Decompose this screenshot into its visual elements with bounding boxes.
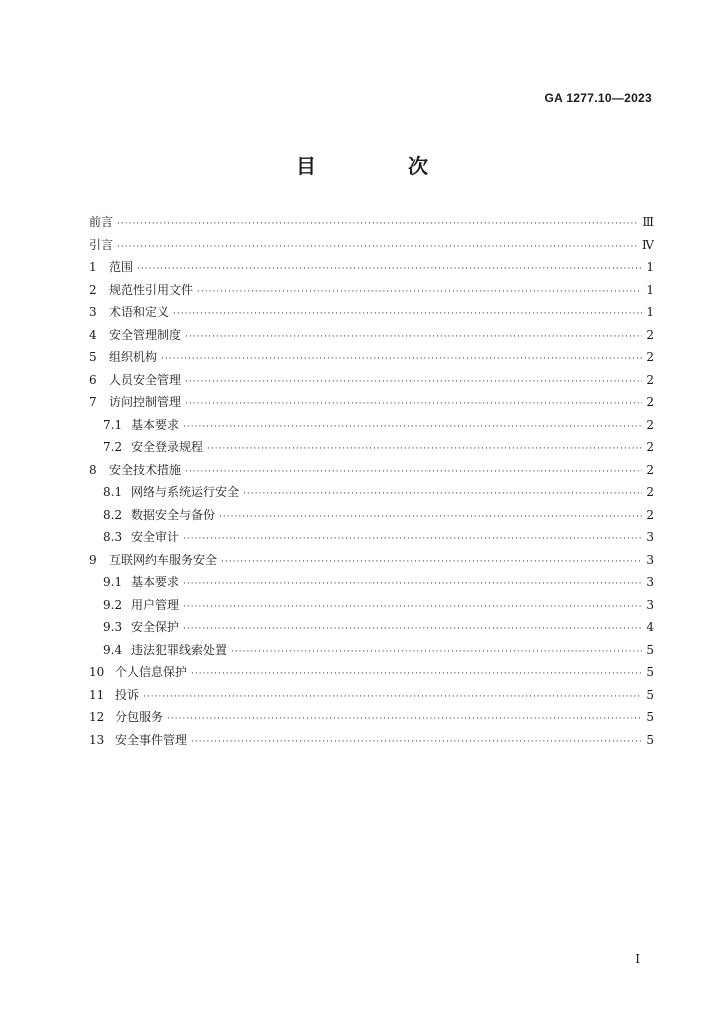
- toc-entry-number: 12: [89, 710, 105, 724]
- toc-entry-page: 2: [646, 327, 654, 342]
- toc-entry[interactable]: [89, 506, 654, 529]
- toc-entry-label: 基本要求: [131, 417, 180, 432]
- toc-entry-label: 组织机构: [109, 350, 158, 364]
- toc-entry[interactable]: [89, 686, 654, 709]
- toc-entry-label: 违法犯罪线索处置: [131, 642, 228, 657]
- toc-entry-label: 安全管理制度: [109, 327, 182, 342]
- toc-entry-label: 安全保护: [131, 620, 180, 634]
- toc-leader-dots: [185, 467, 642, 477]
- toc-entry-number: 10: [89, 665, 105, 679]
- toc-entry-page: 3: [646, 575, 654, 589]
- standard-id: GA 1277.10—2023: [544, 91, 652, 105]
- toc-entry[interactable]: [89, 326, 654, 349]
- toc-entry[interactable]: [89, 416, 654, 439]
- toc-leader-dots: [185, 399, 642, 409]
- toc-entry-page: 5: [646, 665, 654, 679]
- toc-entry-label: 网络与系统运行安全: [131, 485, 240, 499]
- toc-leader-dots: [173, 309, 642, 319]
- toc-entry-number: 7.2: [103, 440, 123, 454]
- toc-entry-number: 13: [89, 732, 105, 747]
- toc-entry-page: 2: [646, 417, 654, 432]
- toc-entry-number: 4: [89, 327, 97, 342]
- toc-entry-label: 数据安全与备份: [131, 507, 216, 522]
- toc-entry-number: 3: [89, 305, 97, 319]
- toc-entry-label: 分包服务: [115, 710, 164, 724]
- toc-entry-page: Ⅳ: [642, 237, 654, 252]
- toc-leader-dots: [183, 422, 642, 432]
- toc-entry-label: 投诉: [115, 687, 140, 702]
- toc-entry-label: 人员安全管理: [109, 372, 182, 387]
- toc-entry-number: 9.3: [103, 620, 123, 634]
- toc-leader-dots: [183, 624, 642, 634]
- toc-entry-number: 7: [89, 395, 97, 409]
- toc-entry[interactable]: [89, 551, 654, 574]
- toc-entry-number: 8.1: [103, 485, 123, 499]
- toc-leader-dots: [219, 512, 642, 522]
- toc-entry[interactable]: [89, 708, 654, 731]
- toc-entry[interactable]: [89, 663, 654, 686]
- toc-leader-dots: [191, 737, 642, 747]
- toc-entry-label: 术语和定义: [109, 305, 170, 319]
- toc-entry-number: 9.4: [103, 642, 123, 657]
- toc-leader-dots: [183, 602, 642, 612]
- toc-leader-dots: [231, 647, 642, 657]
- toc-entry-page: 2: [646, 485, 654, 499]
- toc-entry-number: 1: [89, 260, 97, 274]
- toc-entry-label: 访问控制管理: [109, 395, 182, 409]
- toc-entry[interactable]: [89, 483, 654, 506]
- toc-entry-number: 6: [89, 372, 97, 387]
- toc-entry[interactable]: [89, 641, 654, 664]
- toc-entry[interactable]: [89, 393, 654, 416]
- toc-entry-number: 9.1: [103, 575, 123, 589]
- toc-entry-page: 3: [646, 597, 654, 612]
- toc-entry-page: 2: [646, 395, 654, 409]
- toc-entry-page: 2: [646, 372, 654, 387]
- toc-leader-dots: [191, 669, 642, 679]
- toc-entry-number: 9: [89, 552, 97, 567]
- toc-leader-dots: [197, 287, 642, 297]
- toc-entry-label: 安全技术措施: [109, 462, 182, 477]
- toc-leader-dots: [161, 354, 642, 364]
- toc-leader-dots: [117, 242, 638, 252]
- page-title: 目 次: [296, 154, 464, 178]
- toc-entry[interactable]: [89, 371, 654, 394]
- toc-entry[interactable]: [89, 258, 654, 281]
- toc-entry-page: 2: [646, 440, 654, 454]
- toc-entry-label: 用户管理: [131, 597, 180, 612]
- toc-leader-dots: [185, 332, 642, 342]
- toc-entry[interactable]: [89, 461, 654, 484]
- toc-entry-number: 8.3: [103, 530, 123, 544]
- toc-entry-label: 引言: [89, 237, 114, 252]
- toc-entry-page: 1: [646, 282, 654, 297]
- toc-leader-dots: [207, 444, 642, 454]
- toc-entry[interactable]: [89, 528, 654, 551]
- toc-entry-number: 8: [89, 462, 97, 477]
- toc-leader-dots: [117, 219, 638, 229]
- toc-entry[interactable]: [89, 731, 654, 754]
- toc-leader-dots: [185, 377, 642, 387]
- toc-entry-label: 安全登录规程: [131, 440, 204, 454]
- toc-entry[interactable]: [89, 303, 654, 326]
- toc-entry-page: 2: [646, 350, 654, 364]
- toc-entry-page: 1: [646, 305, 654, 319]
- toc-entry-page: 5: [646, 687, 654, 702]
- toc-entry-label: 规范性引用文件: [109, 282, 194, 297]
- toc-entry-number: 2: [89, 282, 97, 297]
- toc-entry[interactable]: [89, 573, 654, 596]
- toc-entry-number: 11: [89, 687, 105, 702]
- toc-entry-label: 前言: [89, 215, 114, 229]
- toc-entry-label: 范围: [109, 260, 134, 274]
- toc-entry[interactable]: [89, 281, 654, 304]
- toc-entry-number: 8.2: [103, 507, 123, 522]
- toc-entry-label: 安全审计: [131, 530, 180, 544]
- toc-entry[interactable]: [89, 348, 654, 371]
- toc-entry-page: 3: [646, 552, 654, 567]
- table-of-contents: [89, 213, 654, 753]
- toc-entry-number: 5: [89, 350, 97, 364]
- toc-entry[interactable]: [89, 213, 654, 236]
- toc-entry[interactable]: [89, 236, 654, 259]
- toc-entry-number: 7.1: [103, 417, 123, 432]
- page-number: I: [635, 952, 640, 966]
- toc-entry-page: 5: [646, 732, 654, 747]
- toc-leader-dots: [221, 557, 642, 567]
- toc-entry[interactable]: [89, 618, 654, 641]
- toc-entry-page: Ⅲ: [642, 215, 654, 229]
- toc-entry-page: 3: [646, 530, 654, 544]
- toc-entry-label: 个人信息保护: [115, 665, 188, 679]
- toc-leader-dots: [183, 534, 642, 544]
- toc-entry-page: 5: [646, 710, 654, 724]
- toc-leader-dots: [143, 692, 642, 702]
- toc-entry-label: 互联网约车服务安全: [109, 552, 218, 567]
- toc-entry-label: 安全事件管理: [115, 732, 188, 747]
- toc-entry-page: 2: [646, 462, 654, 477]
- toc-leader-dots: [243, 489, 642, 499]
- toc-entry-number: 9.2: [103, 597, 123, 612]
- toc-entry-page: 5: [646, 642, 654, 657]
- toc-leader-dots: [183, 579, 642, 589]
- toc-leader-dots: [137, 264, 642, 274]
- toc-entry-label: 基本要求: [131, 575, 180, 589]
- toc-entry[interactable]: [89, 596, 654, 619]
- toc-leader-dots: [167, 714, 642, 724]
- toc-entry-page: 2: [646, 507, 654, 522]
- toc-entry[interactable]: [89, 438, 654, 461]
- toc-entry-page: 1: [646, 260, 654, 274]
- toc-entry-page: 4: [646, 620, 654, 634]
